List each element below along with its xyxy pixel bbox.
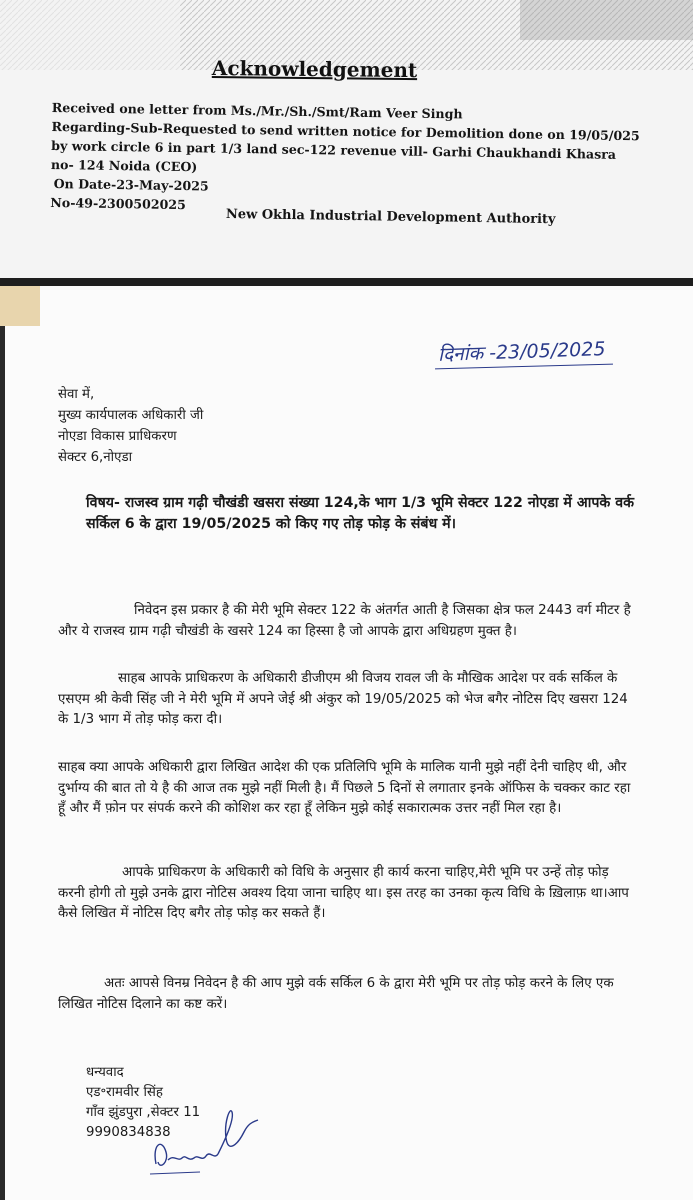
ack-line-number: No-49-2300502025 xyxy=(50,194,186,213)
paragraph-5: अतः आपसे विनम्र निवेदन है की आप मुझे वर्क सर्किल 6 के द्वारा मेरी भूमि पर तोड़ फोड़ करने के लिए एक लिखित नोटिस दिलाने का कष्ट करें। xyxy=(58,976,614,1012)
ack-line-work-circle: by work circle 6 in part 1/3 land sec-122 revenue vill- Garhi Chaukhandi Khasra xyxy=(51,137,617,162)
paragraph-1: निवेदन इस प्रकार है की मेरी भूमि सेक्टर 122 के अंतर्गत आती है जिसका क्षेत्र फल 2443 वर्ग मीटर है और ये राजस्व ग्राम गढ़ी चौखंडी के खसरे 124 का हिस्सा है जो आपके द्वारा अधिग्रहण मुक्त है। xyxy=(58,603,631,639)
address-line: सेवा में, xyxy=(58,387,95,402)
scan-edge xyxy=(0,286,5,1200)
sender-phone: 9990834838 xyxy=(86,1125,171,1140)
acknowledgement-title: Acknowledgement xyxy=(211,56,418,83)
handwritten-signature xyxy=(148,1104,268,1180)
address-line: मुख्य कार्यपालक अधिकारी जी xyxy=(58,408,204,423)
paragraph-3: साहब क्या आपके अधिकारी द्वारा लिखित आदेश की एक प्रतिलिपि भूमि के मालिक यानी मुझे नहीं देनी चाहिए थी, और दुर्भाग्य की बात तो ये है की आज तक मुझे नहीं मिली है। मैं पिछले 5 दिनों से लगातार इनके ऑफिस के चक्कर काट रहा हूँ और मैं फ़ोन पर संपर्क करने की कोशिश कर रहा हूँ लेकिन मुझे कोई सकारात्मक उत्तर नहीं मिल रहा है। xyxy=(58,760,631,816)
letter-page xyxy=(0,286,693,1200)
ack-line-date: On Date-23-May-2025 xyxy=(53,176,209,194)
ack-line-regarding: Regarding-Sub-Requested to send written notice for Demolition done on 19/05/025 xyxy=(51,118,640,144)
sender-address: गाँव झुंडपुरा ,सेक्टर 11 xyxy=(86,1105,201,1120)
address-line: नोएडा विकास प्राधिकरण xyxy=(58,429,177,444)
paragraph-2: साहब आपके प्राधिकरण के अधिकारी डीजीएम श्री विजय रावल जी के मौखिक आदेश पर वर्क सर्किल के एसएम श्री केवी सिंह जी ने मेरी भूमि में अपने जेई श्री अंकुर को 19/05/2025 को भेज बगैर नोटिस दिए खसरा 124 के 1/3 भाग में तोड़ फोड़ करा दी। xyxy=(58,671,628,727)
scan-corner xyxy=(0,286,40,326)
paragraph-4: आपके प्राधिकरण के अधिकारी को विधि के अनुसार ही कार्य करना चाहिए,मेरी भूमि पर उन्हें तोड़ फोड़ करनी होगी तो मुझे उनके द्वारा नोटिस अवश्य दिया जाना चाहिए था। इस तरह का उनका कृत्य विधि के ख़िलाफ़ था।आप कैसे लिखित में नोटिस दिए बगैर तोड़ फोड़ कर सकते हैं। xyxy=(58,865,629,921)
ack-line-received: Received one letter from Ms./Mr./Sh./Smt/Ram Veer Singh xyxy=(51,99,463,122)
recipient-address xyxy=(58,384,203,468)
closing-thanks: धन्यवाद xyxy=(86,1065,124,1080)
acknowledgement-body xyxy=(50,98,652,221)
letter-subject: विषय- राजस्व ग्राम गढ़ी चौखंडी खसरा संख्या 124,के भाग 1/3 भूमि सेक्टर 122 नोएडा में आपके वर्क सर्किल 6 के द्वारा 19/05/2025 को किए गए तोड़ फोड़ के संबंध में। xyxy=(86,495,635,532)
address-line: सेक्टर 6,नोएडा xyxy=(58,450,133,465)
acknowledgement-authority: New Okhla Industrial Development Authority xyxy=(225,207,556,228)
acknowledgement-slip xyxy=(0,0,693,278)
letter-date: दिनांक -23/05/2025 xyxy=(437,338,606,366)
sender-name: एड॰रामवीर सिंह xyxy=(86,1085,163,1100)
ack-line-khasra: no- 124 Noida (CEO) xyxy=(50,156,198,175)
